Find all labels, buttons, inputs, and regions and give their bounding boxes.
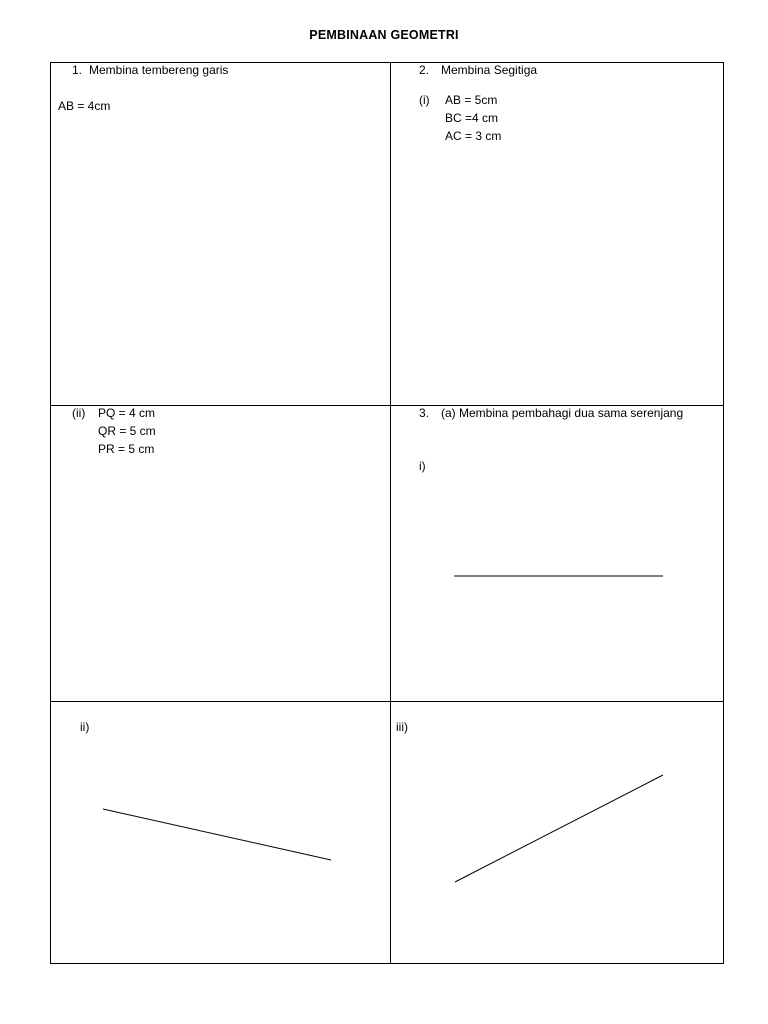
cell2-heading-number: 2. <box>419 63 430 77</box>
grid-divider-vertical <box>390 63 391 963</box>
cell2-line-ac: AC = 3 cm <box>445 129 502 143</box>
cell3-line-pr: PR = 5 cm <box>98 442 155 456</box>
worksheet-grid <box>50 62 724 964</box>
grid-divider-horizontal-2 <box>51 701 723 702</box>
cell1-heading: Membina tembereng garis <box>89 63 229 77</box>
cell1-given-length: AB = 4cm <box>58 99 111 113</box>
cell3-part-label: (ii) <box>72 406 86 420</box>
cell3-line-qr: QR = 5 cm <box>98 424 156 438</box>
cell2-line-bc: BC =4 cm <box>445 111 499 125</box>
cell4-heading-number: 3. <box>419 406 430 420</box>
cell2-part-label: (i) <box>419 93 430 107</box>
cell6-part-label: iii) <box>396 720 408 734</box>
cell2-line-ab: AB = 5cm <box>445 93 498 107</box>
cell1-heading-number: 1. <box>72 63 83 77</box>
cell4-part-label: i) <box>419 459 426 473</box>
cell3-line-pq: PQ = 4 cm <box>98 406 156 420</box>
cell5-part-label: ii) <box>80 720 90 734</box>
cell4-heading: (a) Membina pembahagi dua sama serenjang <box>441 406 684 420</box>
cell2-heading: Membina Segitiga <box>441 63 538 77</box>
page-title: PEMBINAAN GEOMETRI <box>309 28 459 42</box>
